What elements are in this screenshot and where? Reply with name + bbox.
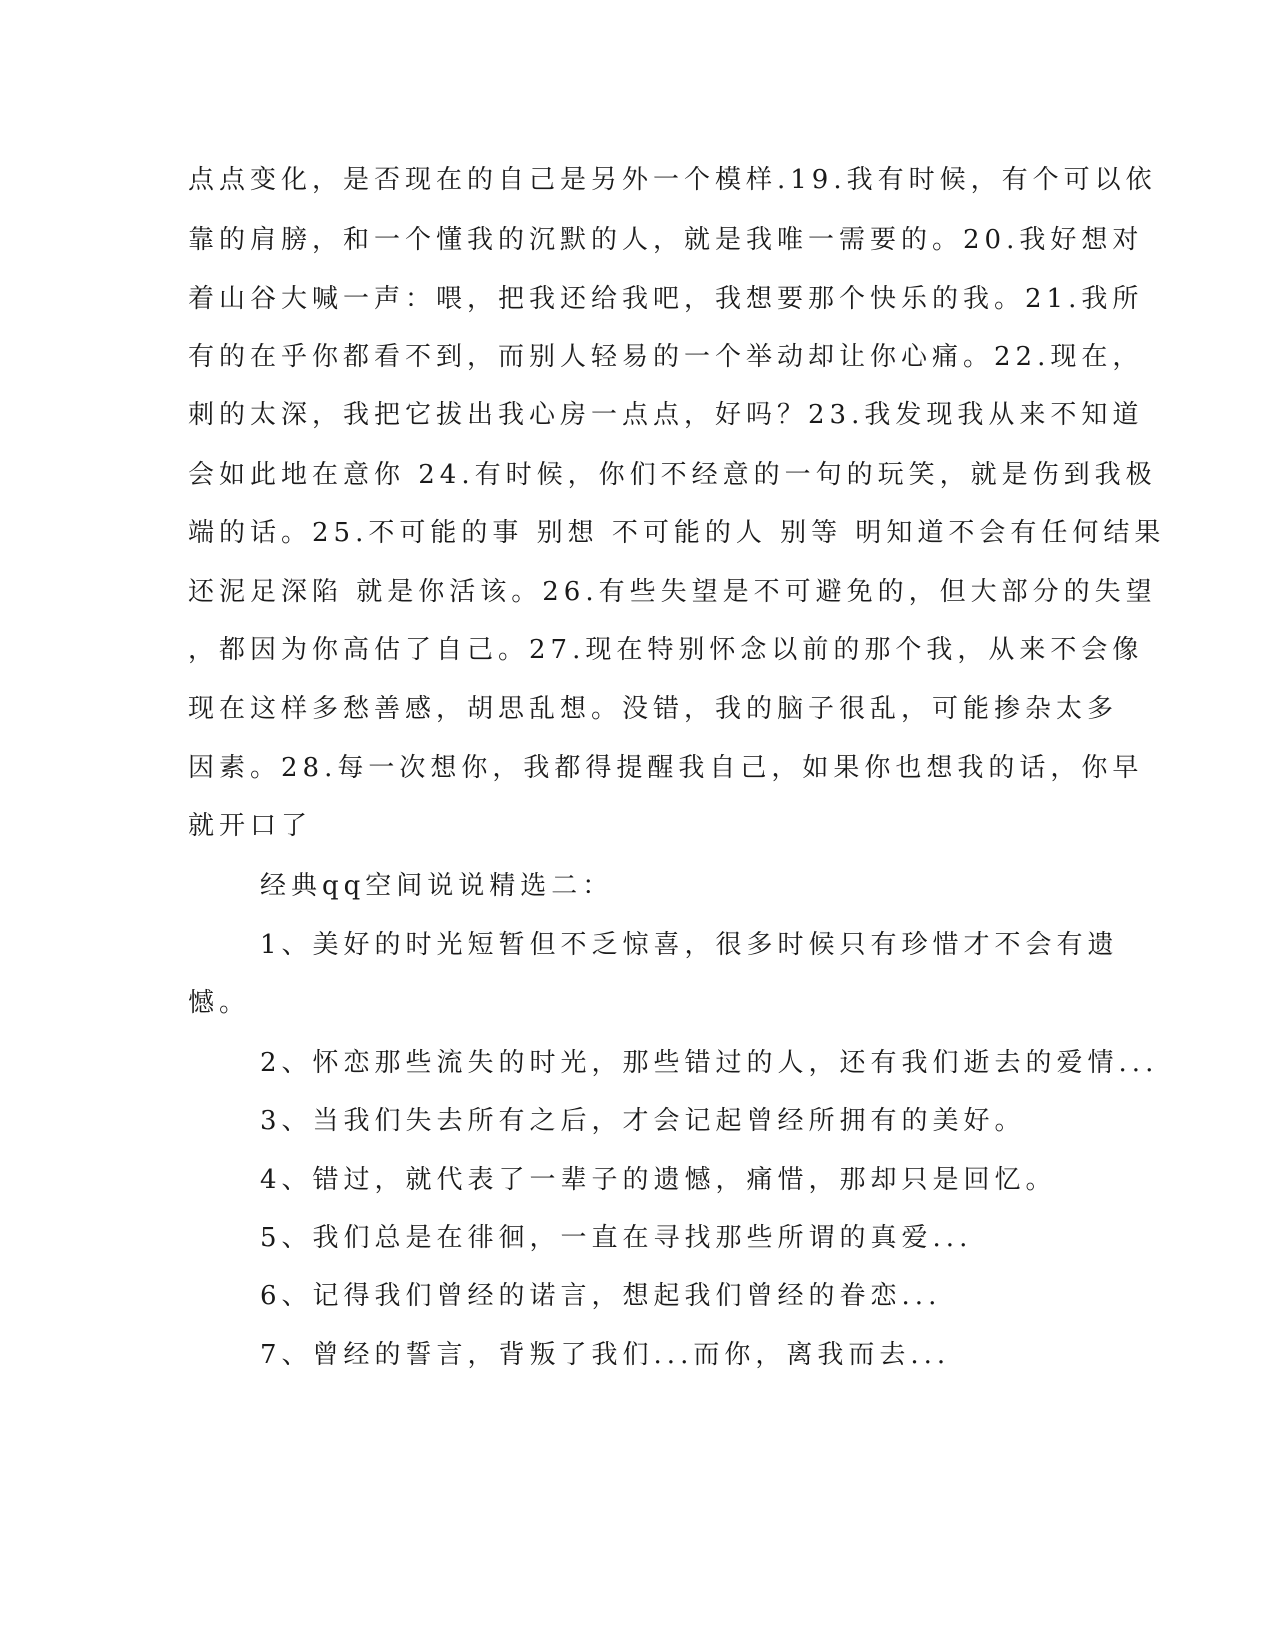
list-item-continuation: 憾。	[188, 988, 251, 1018]
paragraph-line: 会如此地在意你 24.有时候，你们不经意的一句的玩笑，就是伤到我极	[188, 460, 1157, 490]
section-heading: 经典qq空间说说精选二：	[260, 871, 614, 901]
paragraph-line: 端的话。25.不可能的事 别想 不可能的人 别等 明知道不会有任何结果	[188, 518, 1166, 548]
paragraph-line: 点点变化，是否现在的自己是另外一个模样.19.我有时候，有个可以依	[188, 165, 1157, 195]
paragraph-line: 现在这样多愁善感，胡思乱想。没错，我的脑子很乱，可能掺杂太多	[188, 694, 1119, 724]
paragraph-line: 还泥足深陷 就是你活该。26.有些失望是不可避免的，但大部分的失望	[188, 577, 1157, 607]
paragraph-line: 有的在乎你都看不到，而别人轻易的一个举动却让你心痛。22.现在，	[188, 342, 1144, 372]
list-item: 5、我们总是在徘徊，一直在寻找那些所谓的真爱...	[260, 1223, 973, 1253]
list-item: 7、曾经的誓言，背叛了我们...而你，离我而去...	[260, 1340, 951, 1370]
paragraph-line: ，都因为你高估了自己。27.现在特别怀念以前的那个我，从来不会像	[188, 635, 1144, 665]
list-item: 3、当我们失去所有之后，才会记起曾经所拥有的美好。	[260, 1106, 1026, 1136]
list-item: 4、错过，就代表了一辈子的遗憾，痛惜，那却只是回忆。	[260, 1165, 1057, 1195]
paragraph-line: 靠的肩膀，和一个懂我的沉默的人，就是我唯一需要的。20.我好想对	[188, 225, 1144, 255]
list-item: 2、怀恋那些流失的时光，那些错过的人，还有我们逝去的爱情...	[260, 1048, 1159, 1078]
list-item: 1、美好的时光短暂但不乏惊喜，很多时候只有珍惜才不会有遗	[260, 930, 1119, 960]
paragraph-line: 刺的太深，我把它拔出我心房一点点，好吗？23.我发现我从来不知道	[188, 400, 1144, 430]
list-item: 6、记得我们曾经的诺言，想起我们曾经的眷恋...	[260, 1281, 942, 1311]
paragraph-line: 着山谷大喊一声：喂，把我还给我吧，我想要那个快乐的我。21.我所	[188, 284, 1144, 314]
paragraph-line: 就开口了	[188, 811, 313, 841]
paragraph-line: 因素。28.每一次想你，我都得提醒我自己，如果你也想我的话，你早	[188, 753, 1144, 783]
